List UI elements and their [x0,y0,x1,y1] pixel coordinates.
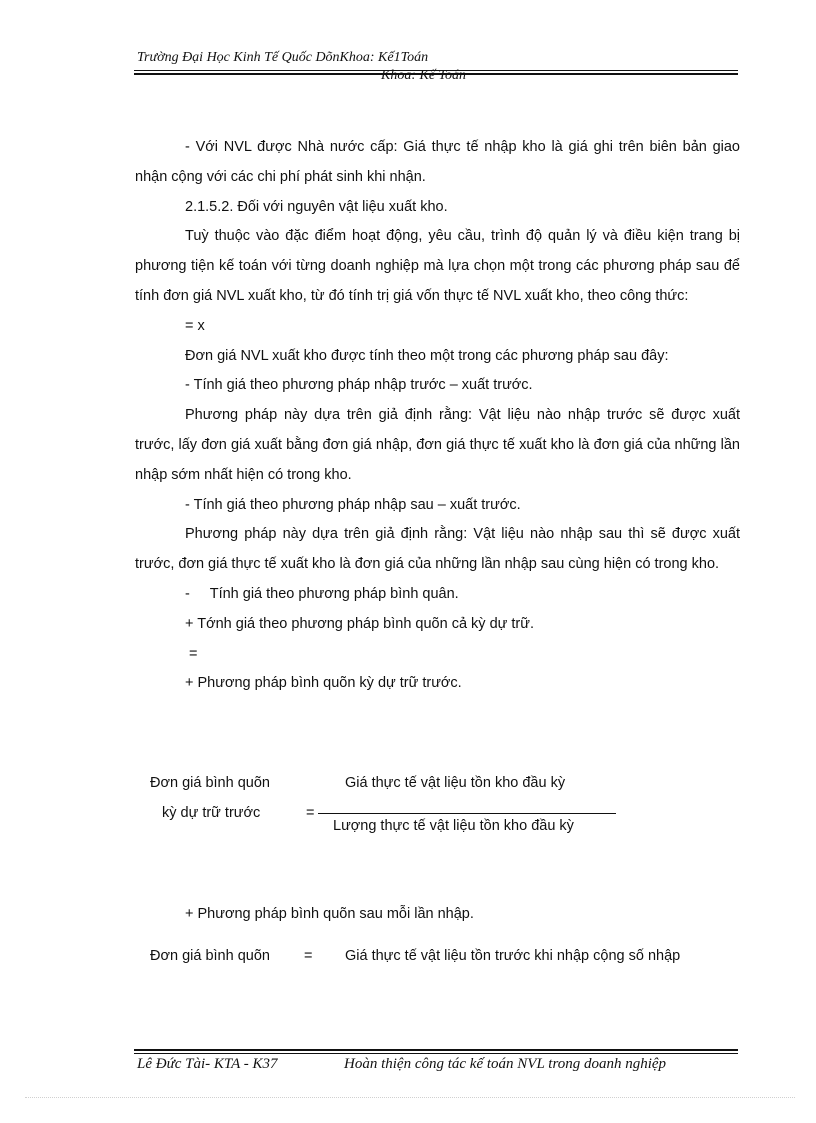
page-edge-dotted-line [25,1097,795,1098]
formula-inline: = [189,645,198,662]
sub-method-heading: + Phương pháp bình quõn kỳ dự trữ trước. [185,675,462,692]
formula1-left-line1: Đơn giá bình quõn [150,775,270,791]
paragraph: Phương pháp này dựa trên giả định rằng: Vật liệu nào nhập trước sẽ được xuất trước, lấy đơn giá xuất bằng đơn giá nhập, đơn giá thực tế xuất kho là đơn giá của những lần nhập sớm nhất hiện có trong kho. [135,407,740,483]
formula1-left-line2: kỳ dự trữ trước [162,805,261,821]
paragraph: Đơn giá NVL xuất kho được tính theo một trong các phương pháp sau đây: [185,347,669,364]
header-school-name: Trường Đại Học Kinh Tế Quốc DõnKhoa: Kế1Toán [137,50,429,65]
section-heading: 2.1.5.2. Đối với nguyên vật liệu xuất kho. [185,198,448,215]
paragraph: - Với NVL được Nhà nước cấp: Giá thực tế nhập kho là giá ghi trên biên bản giao nhận cộng với các chi phí phát sinh khi nhận. [135,139,740,185]
footer-rule-thick [134,1049,738,1051]
formula1-numerator: Giá thực tế vật liệu tồn kho đầu kỳ [345,775,566,791]
formula1-denominator: Lượng thực tế vật liệu tồn kho đầu kỳ [333,818,574,834]
footer-rule-thin [134,1053,738,1054]
formula1-equals: = [306,805,315,821]
formula-inline: = x [185,317,205,334]
header-department: Khoa: Kế Toán [381,68,467,83]
method-heading: - Tính giá theo phương pháp bình quân. [185,585,459,602]
footer-title: Hoàn thiện công tác kế toán NVL trong doanh nghiệp [344,1056,667,1072]
formula1-fraction-bar [318,813,616,814]
footer-author: Lê Đức Tài- KTA - K37 [137,1056,278,1072]
formula2-left: Đơn giá bình quõn [150,948,270,964]
formula2-numerator: Giá thực tế vật liệu tồn trước khi nhập cộng số nhập [345,948,681,964]
body-text [135,133,740,699]
paragraph: Phương pháp này dựa trên giả định rằng: Vật liệu nào nhập sau thì sẽ được xuất trước, đơn giá thực tế xuất kho là đơn giá của những lần nhập sau cùng hiện có trong kho. [135,526,740,573]
method-heading: - Tính giá theo phương pháp nhập sau – xuất trước. [185,496,521,513]
sub-method-heading: + Tớnh giá theo phương pháp bình quõn cả kỳ dự trữ. [185,615,534,632]
paragraph: Tuỳ thuộc vào đặc điểm hoạt động, yêu cầu, trình độ quản lý và điều kiện trang bị phương tiện kế toán với từng doanh nghiệp mà lựa chọn một trong các phương pháp sau để tính đơn giá NVL xuất kho, từ đó tính trị giá vốn thực tế NVL xuất kho, theo công thức: [135,228,740,304]
method-heading: - Tính giá theo phương pháp nhập trước – xuất trước. [185,377,533,394]
formula2-equals: = [304,948,313,964]
sub-method-heading: + Phương pháp bình quõn sau mỗi lần nhập. [185,906,474,922]
